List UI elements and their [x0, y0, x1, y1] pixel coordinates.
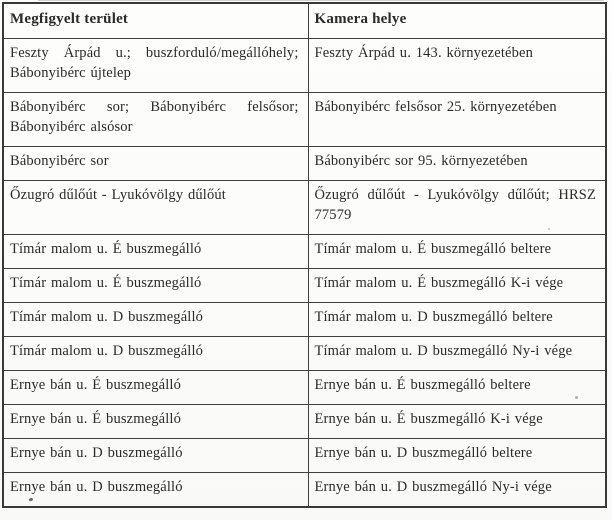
camera-location-cell: Ernye bán u. D buszmegálló Ny-i vége	[308, 473, 606, 508]
observed-area-cell: Őzugró dűlőút - Lyukóvölgy dűlőút	[3, 181, 308, 235]
table-row	[3, 235, 606, 269]
observed-area-cell: Tímár malom u. É buszmegálló	[3, 235, 308, 269]
table-row	[3, 147, 606, 181]
observed-area-cell: Ernye bán u. É buszmegálló	[3, 405, 308, 439]
table-header-row	[3, 3, 606, 39]
observed-area-cell: Tímár malom u. D buszmegálló	[3, 303, 308, 337]
column-header-observed-area: Megfigyelt terület	[3, 3, 308, 39]
surveillance-camera-table	[2, 2, 607, 508]
table-row	[3, 269, 606, 303]
camera-location-cell: Ernye bán u. É buszmegálló beltere	[308, 371, 606, 405]
table-row	[3, 303, 606, 337]
table-row	[3, 93, 606, 147]
table-row	[3, 405, 606, 439]
observed-area-cell: Ernye bán u. É buszmegálló	[3, 371, 308, 405]
camera-location-cell: Tímár malom u. D buszmegálló Ny-i vége	[308, 337, 606, 371]
observed-area-cell: Tímár malom u. D buszmegálló	[3, 337, 308, 371]
observed-area-cell: Feszty Árpád u.; buszforduló/megállóhely; Bábonyibérc újtelep	[3, 39, 308, 93]
camera-location-cell: Tímár malom u. É buszmegálló beltere	[308, 235, 606, 269]
camera-location-cell: Ernye bán u. D buszmegálló beltere	[308, 439, 606, 473]
camera-location-cell: Tímár malom u. É buszmegálló K-i vége	[308, 269, 606, 303]
table-row	[3, 439, 606, 473]
table-row	[3, 473, 606, 508]
scan-artifact-line	[38, 0, 604, 1]
camera-location-cell: Bábonyibérc felsősor 25. környezetében	[308, 93, 606, 147]
observed-area-cell: Bábonyibérc sor; Bábonyibérc felsősor; Bábonyibérc alsósor	[3, 93, 308, 147]
column-header-camera-location: Kamera helye	[308, 3, 606, 39]
camera-location-cell: Bábonyibérc sor 95. környezetében	[308, 147, 606, 181]
camera-location-cell: Feszty Árpád u. 143. környezetében	[308, 39, 606, 93]
table-body	[3, 39, 606, 508]
camera-location-cell: Tímár malom u. D buszmegálló beltere	[308, 303, 606, 337]
table-row	[3, 181, 606, 235]
table-row	[3, 337, 606, 371]
table-row	[3, 371, 606, 405]
table-row	[3, 39, 606, 93]
observed-area-cell: Ernye bán u. D buszmegálló	[3, 473, 308, 508]
observed-area-cell: Tímár malom u. É buszmegálló	[3, 269, 308, 303]
camera-location-cell: Őzugró dűlőút - Lyukóvölgy dűlőút; HRSZ 77579	[308, 181, 606, 235]
observed-area-cell: Bábonyibérc sor	[3, 147, 308, 181]
observed-area-cell: Ernye bán u. D buszmegálló	[3, 439, 308, 473]
scan-speck	[575, 396, 578, 399]
camera-location-cell: Ernye bán u. É buszmegálló K-i vége	[308, 405, 606, 439]
scan-speck	[548, 228, 550, 230]
